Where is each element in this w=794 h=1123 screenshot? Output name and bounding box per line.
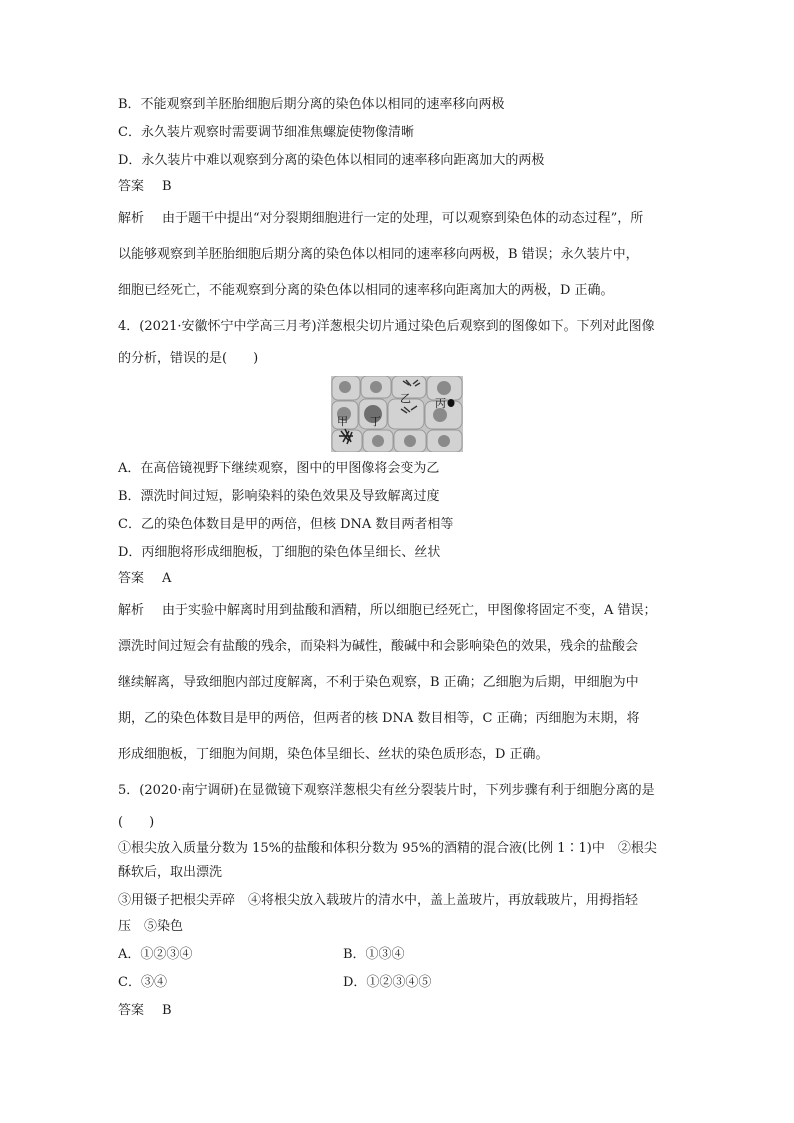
q5-stem-line-2: ( ) — [118, 815, 155, 830]
onion-root-tip-micrograph — [331, 376, 463, 452]
label-jia: 甲 — [337, 415, 348, 428]
q5-option-c: C．③④ — [118, 975, 167, 990]
q5-options-row-2 — [118, 974, 618, 992]
q4-option-a: A．在高倍镜视野下继续观察，图中的甲图像将会变为乙 — [118, 461, 440, 476]
q4-analysis-line-3: 继续解离，导致细胞内部过度解离，不利于染色观察，B 正确；乙细胞为后期，甲细胞为中 — [118, 675, 639, 690]
q3-option-d: D．永久装片中难以观察到分离的染色体以相同的速率移向距离加大的两极 — [118, 153, 545, 168]
q4-analysis-line-4: 期，乙的染色体数目是甲的两倍，但两者的核 DNA 数目相等，C 正确；丙细胞为末期，将 — [118, 711, 640, 726]
q4-stem-line-2: 的分析，错误的是( ) — [118, 351, 259, 366]
q5-answer — [118, 1002, 172, 1020]
q4-analysis-line-1 — [118, 602, 657, 620]
label-bing: 丙 — [435, 397, 446, 410]
q3-option-b: B．不能观察到羊胚胎细胞后期分离的染色体以相同的速率移向两极 — [118, 97, 505, 112]
q3-analysis-line-1 — [118, 210, 643, 228]
answer-value: B — [162, 179, 172, 194]
q5-step-line-2: 酥软后，取出漂洗 — [118, 865, 223, 880]
analysis-text: 由于实验中解离时用到盐酸和酒精，所以细胞已经死亡，甲图像将固定不变，A 错误； — [162, 603, 657, 618]
answer-value: B — [162, 1003, 172, 1018]
label-yi: 乙 — [400, 392, 411, 405]
q3-analysis-line-3: 细胞已经死亡，不能观察到分离的染色体以相同的速率移向距离加大的两极，D 正确。 — [118, 283, 614, 298]
q5-step-line-3: ③用镊子把根尖弄碎 ④将根尖放入载玻片的清水中，盖上盖玻片，再放载玻片，用拇指轻 — [118, 893, 639, 908]
q3-option-c: C．永久装片观察时需要调节细准焦螺旋使物像清晰 — [118, 125, 414, 140]
q5-options-row-1 — [118, 946, 618, 964]
q4-analysis-line-5: 形成细胞板，丁细胞为间期，染色体呈细长、丝状的染色质形态，D 正确。 — [118, 747, 549, 762]
q4-option-c: C．乙的染色体数目是甲的两倍，但核 DNA 数目两者相等 — [118, 517, 454, 532]
answer-value: A — [162, 571, 172, 586]
q5-option-b: B．①③④ — [343, 947, 405, 962]
q5-step-line-1: ①根尖放入质量分数为 15%的盐酸和体积分数为 95%的酒精的混合液(比例 1∶1)中 ②根尖 — [118, 841, 657, 856]
answer-label: 答案 — [118, 1003, 145, 1018]
q5-stem-line-1: 5．(2020·南宁调研)在显微镜下观察洋葱根尖有丝分裂装片时，下列步骤有利于细胞分离的是 — [118, 783, 655, 798]
q4-answer — [118, 570, 171, 588]
q3-answer — [118, 178, 172, 196]
answer-label: 答案 — [118, 571, 145, 586]
analysis-text: 由于题干中提出“对分裂期细胞进行一定的处理，可以观察到染色体的动态过程”，所 — [162, 211, 644, 226]
q5-option-a: A．①②③④ — [118, 947, 193, 962]
q5-option-d: D．①②③④⑤ — [343, 975, 432, 990]
analysis-label: 解析 — [118, 211, 145, 226]
q4-stem-line-1: 4．(2021·安徽怀宁中学高三月考)洋葱根尖切片通过染色后观察到的图像如下。下列对此图像 — [118, 319, 655, 334]
q4-option-b: B．漂洗时间过短，影响染料的染色效果及导致解离过度 — [118, 489, 440, 504]
q3-analysis-line-2: 以能够观察到羊胚胎细胞后期分离的染色体以相同的速率移向两极，B 错误；永久装片中， — [118, 247, 639, 262]
q5-step-line-4: 压 ⑤染色 — [118, 919, 184, 934]
answer-label: 答案 — [118, 179, 145, 194]
label-ding: 丁 — [370, 415, 381, 428]
analysis-label: 解析 — [118, 603, 145, 618]
q4-option-d: D．丙细胞将形成细胞板，丁细胞的染色体呈细长、丝状 — [118, 545, 441, 560]
q4-analysis-line-2: 漂洗时间过短会有盐酸的残余，而染料为碱性，酸碱中和会影响染色的效果，残余的盐酸会 — [118, 639, 639, 654]
microscope-image — [331, 376, 463, 452]
